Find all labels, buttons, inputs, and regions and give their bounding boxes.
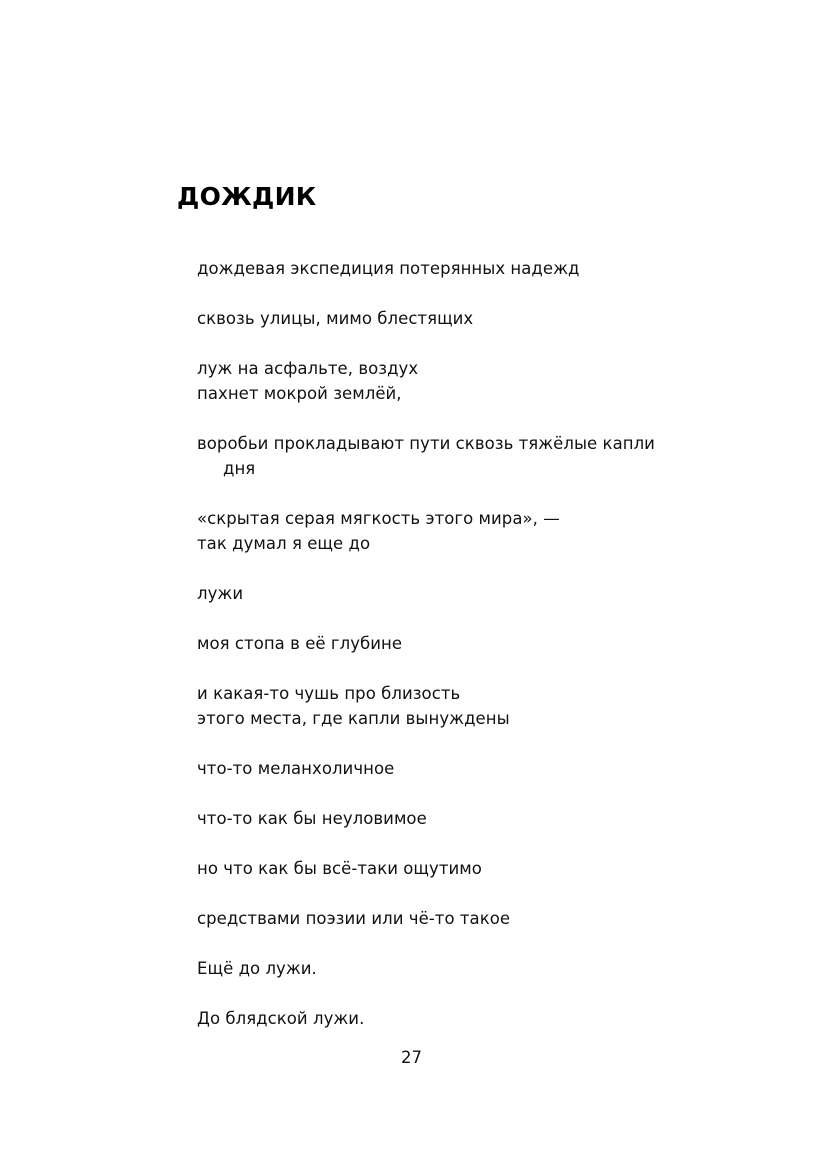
poem-line: дня — [223, 459, 256, 478]
stanza — [197, 756, 737, 781]
poem-line: моя стопа в её глубине — [197, 634, 403, 653]
stanza — [197, 256, 737, 281]
stanza — [197, 856, 737, 881]
poem-line: лужи — [197, 584, 244, 603]
poem-line: сквозь улицы, мимо блестящих — [197, 309, 474, 328]
stanza — [197, 356, 737, 406]
poem-line: воробьи прокладывают пути сквозь тяжёлые капли — [197, 434, 655, 453]
poem-line: что-то меланхоличное — [197, 759, 395, 778]
poem-line: дождевая экспедиция потерянных надежд — [197, 259, 580, 278]
poem-line: средствами поэзии или чё-то такое — [197, 909, 511, 928]
poem-line: так думал я еще до — [197, 534, 371, 553]
stanza — [197, 956, 737, 981]
stanza — [197, 681, 737, 731]
poem-line: луж на асфальте, воздух — [197, 359, 419, 378]
stanza — [197, 806, 737, 831]
page-number: 27 — [401, 1048, 422, 1067]
stanza — [197, 431, 737, 481]
stanza — [197, 306, 737, 331]
poem-line: и какая-то чушь про близость — [197, 684, 461, 703]
poem-line: «скрытая серая мягкость этого мира», — — [197, 509, 560, 528]
stanza — [197, 581, 737, 606]
stanza — [197, 906, 737, 931]
poem-line: что-то как бы неуловимое — [197, 809, 427, 828]
poem-line: этого места, где капли вынуждены — [197, 709, 510, 728]
stanza — [197, 631, 737, 656]
stanza — [197, 1006, 737, 1031]
poem-body — [177, 182, 737, 1031]
poem-line: Ещё до лужи. — [197, 959, 317, 978]
stanza — [197, 506, 737, 556]
stanza-list — [197, 256, 737, 1031]
poem-line: До блядской лужи. — [197, 1009, 365, 1028]
poem-line: но что как бы всё-таки ощутимо — [197, 859, 482, 878]
page-title: ДОЖДИК — [177, 182, 317, 211]
poem-line: пахнет мокрой землёй, — [197, 384, 402, 403]
